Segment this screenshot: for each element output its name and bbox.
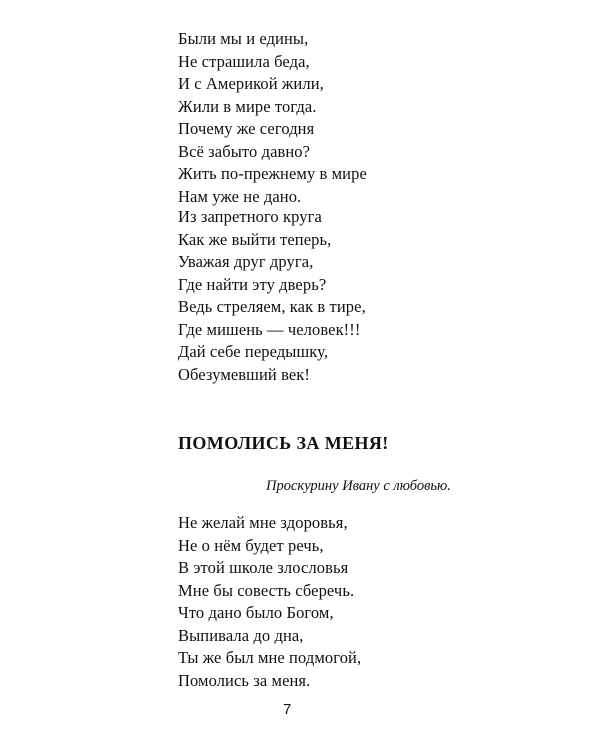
verse-line: Дай себе передышку,	[178, 342, 329, 361]
poem1-stanza-2	[178, 206, 366, 386]
poem-title: ПОМОЛИСЬ ЗА МЕНЯ!	[178, 433, 389, 453]
verse-line: В этой школе злословья	[178, 558, 349, 577]
verse-line: Жить по-прежнему в мире	[178, 164, 367, 183]
verse-line: Жили в мире тогда.	[178, 96, 317, 116]
verse-line: Нам уже не дано.	[178, 186, 302, 206]
verse-line: Что дано было Богом,	[178, 603, 334, 622]
verse-line: Почему же сегодня	[178, 119, 315, 138]
verse-line: Не страшила беда,	[178, 51, 310, 71]
verse-line: Ведь стреляем, как в тире,	[178, 297, 366, 316]
poem2-stanza-2	[178, 602, 361, 692]
verse-line: Помолись за меня.	[178, 670, 311, 690]
verse-line: И с Америкой жили,	[178, 74, 324, 93]
poem2-stanza-1	[178, 512, 354, 602]
poem1-stanza-1	[178, 28, 367, 208]
verse-line: Где мишень — человек!!!	[178, 319, 361, 339]
verse-line: Как же выйти теперь,	[178, 229, 332, 249]
verse-line: Всё забыто давно?	[178, 141, 311, 161]
verse-line: Не о нём будет речь,	[178, 535, 324, 555]
verse-line: Уважая друг друга,	[178, 252, 314, 271]
verse-line: Обезумевший век!	[178, 364, 310, 384]
verse-line: Из запретного круга	[178, 207, 322, 226]
verse-line: Мне бы совесть сберечь.	[178, 580, 355, 600]
verse-line: Ты же был мне подмогой,	[178, 648, 362, 667]
verse-line: Не желай мне здоровья,	[178, 513, 348, 532]
poem-dedication: Проскурину Ивану с любовью.	[266, 478, 451, 494]
verse-line: Где найти эту дверь?	[178, 274, 327, 294]
verse-line: Были мы и едины,	[178, 29, 309, 48]
page-number: 7	[283, 701, 292, 718]
verse-line: Выпивала до дна,	[178, 625, 304, 645]
